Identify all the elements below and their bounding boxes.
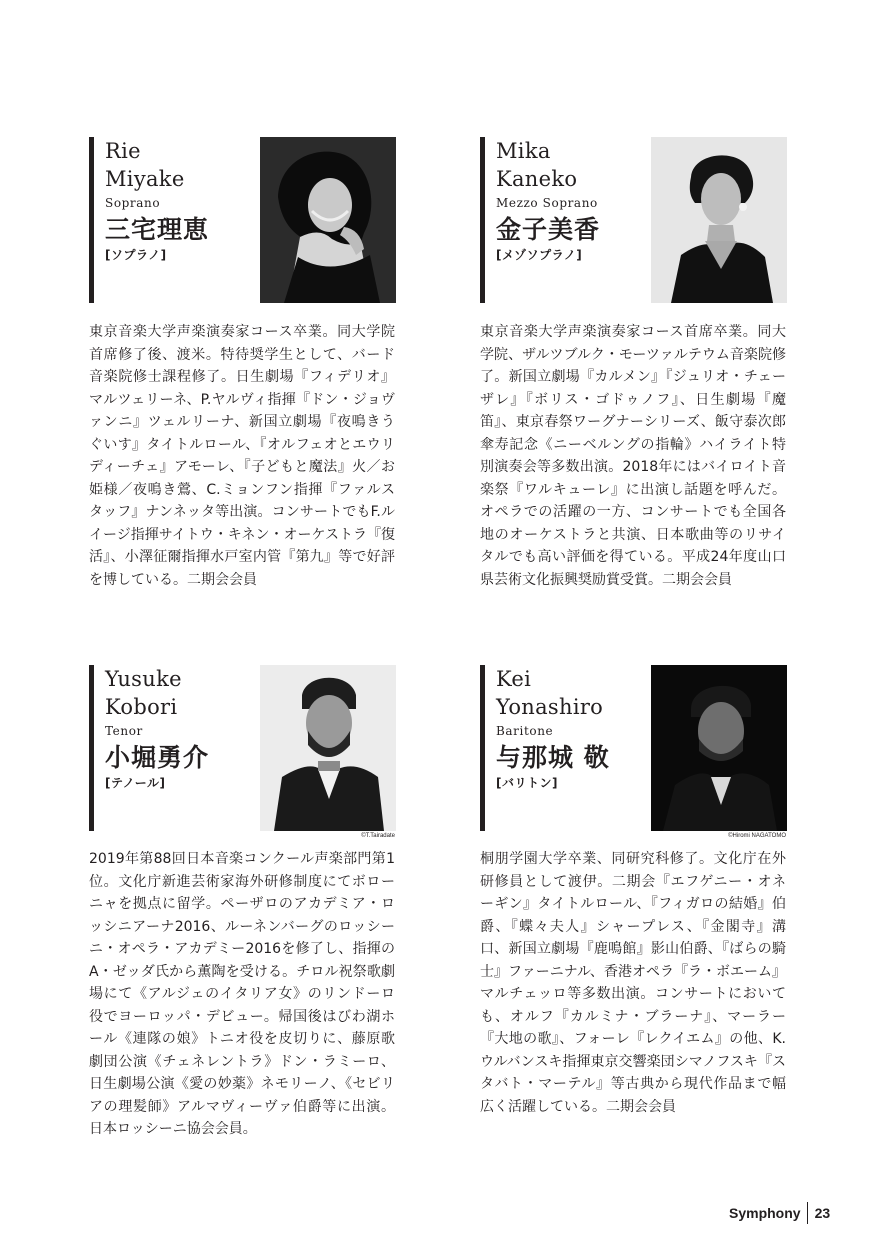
biography: 東京音楽大学声楽演奏家コース卒業。同大学院首席修了後、渡米。特待奨学生として、バード音楽院修士課程修了。日生劇場『フィデリオ』マルツェリーネ、P.ヤルヴィ指揮『ドン・ジョヴァンニ』ツェルリーナ、新国立劇場『夜鳴きうぐいす』タイトルロール、『オルフェオとエウリディーチェ』アモーレ、『子どもと魔法』火／お姫様／夜鳴き鶯、C.ミョンフン指揮『ファルスタッフ』ナンネッタ等出演。コンサートでもF.ルイージ指揮サイトウ・キネン・オーケストラ『復活』、小澤征爾指揮水戸室内管『第九』等で好評を博している。二期会会員 [89,324,395,588]
japanese-voice-type: [バリトン] [496,776,558,790]
english-last-name: Kobori [105,695,178,719]
profile-yusuke-kobori [89,665,395,1137]
photo-credit: ©Hiromi NAGATOMO [728,833,786,839]
english-last-name: Kaneko [496,167,578,191]
accent-bar [480,665,485,831]
portrait-photo [651,665,787,831]
page-number: 23 [814,1205,831,1221]
page-footer [729,1202,830,1224]
voice-type: Baritone [496,724,554,738]
english-first-name: Kei [496,667,532,691]
english-last-name: Miyake [105,167,185,191]
footer-divider [807,1202,808,1224]
portrait-photo [260,137,396,303]
japanese-name: 小堀勇介 [105,743,210,772]
publication-name: Symphony [729,1205,801,1221]
name-block [105,137,263,263]
accent-bar [480,137,485,303]
english-first-name: Rie [105,139,141,163]
portrait-photo [651,137,787,303]
english-last-name: Yonashiro [496,695,604,719]
english-first-name: Mika [496,139,551,163]
name-block [496,665,654,791]
name-block [496,137,654,263]
japanese-name: 金子美香 [496,215,601,244]
voice-type: Tenor [105,724,143,738]
japanese-voice-type: [ソプラノ] [105,248,167,262]
profile-header [89,665,395,839]
portrait-photo [260,665,396,831]
english-first-name: Yusuke [105,667,182,691]
profile-header [480,665,786,839]
japanese-voice-type: [メゾソプラノ] [496,248,583,262]
accent-bar [89,137,94,303]
profile-header [480,137,786,303]
name-block [105,665,263,791]
profile-kei-yonashiro [480,665,786,1115]
voice-type: Soprano [105,196,161,210]
photo-credit: ©T.Tairadate [361,833,395,839]
profile-mika-kaneko [480,137,786,588]
biography: 桐朋学園大学卒業、同研究科修了。文化庁在外研修員として渡伊。二期会『エフゲニー・オネーギン』タイトルロール、『フィガロの結婚』伯爵、『蝶々夫人』シャープレス、『金閣寺』溝口、新国立劇場『鹿鳴館』影山伯爵、『ばらの騎士』ファーニナル、香港オペラ『ラ・ボエーム』マルチェッロ等多数出演。コンサートにおいても、オルフ『カルミナ・ブラーナ』、マーラー『大地の歌』、フォーレ『レクイエム』の他、K.ウルバンスキ指揮東京交響楽団シマノフスキ『スタバト・マーテル』等古典から現代作品まで幅広く活躍している。二期会会員 [480,851,786,1115]
japanese-name: 三宅理恵 [105,215,210,244]
biography: 東京音楽大学声楽演奏家コース首席卒業。同大学院、ザルツブルク・モーツァルテウム音楽院修了。新国立劇場『カルメン』『ジュリオ・チェーザレ』『ボリス・ゴドゥノフ』、日生劇場『魔笛』、東京春祭ワーグナーシリーズ、飯守泰次郎傘寿記念《ニーベルングの指輪》ハイライト特別演奏会等多数出演。2018年にはバイロイト音楽祭『ワルキューレ』に出演し話題を呼んだ。オペラでの活躍の一方、コンサートでも全国各地のオーケストラと共演、日本歌曲等のリサイタルでも高い評価を得ている。平成24年度山口県芸術文化振興奨励賞受賞。二期会会員 [480,324,786,588]
japanese-voice-type: [テノール] [105,776,166,790]
voice-type: Mezzo Soprano [496,196,598,210]
profile-rie-miyake [89,137,395,588]
japanese-name: 与那城 敬 [496,743,610,772]
accent-bar [89,665,94,831]
profile-header [89,137,395,303]
biography: 2019年第88回日本音楽コンクール声楽部門第1位。文化庁新進芸術家海外研修制度にてボローニャを拠点に留学。ペーザロのアカデミア・ロッシニアーナ2016、ルーネンバーグのロッシーニ・オペラ・アカデミー2016を修了し、指揮のA・ゼッダ氏から薫陶を受ける。チロル祝祭歌劇場にて《アルジェのイタリア女》のリンドーロ役でヨーロッパ・デビュー。帰国後はびわ湖ホール《連隊の娘》トニオ役を皮切りに、藤原歌劇団公演《チェネレントラ》ドン・ラミーロ、日生劇場公演《愛の妙薬》ネモリーノ、《セビリアの理髪師》アルマヴィーヴァ伯爵等に出演。日本ロッシーニ協会会員。 [89,851,395,1137]
